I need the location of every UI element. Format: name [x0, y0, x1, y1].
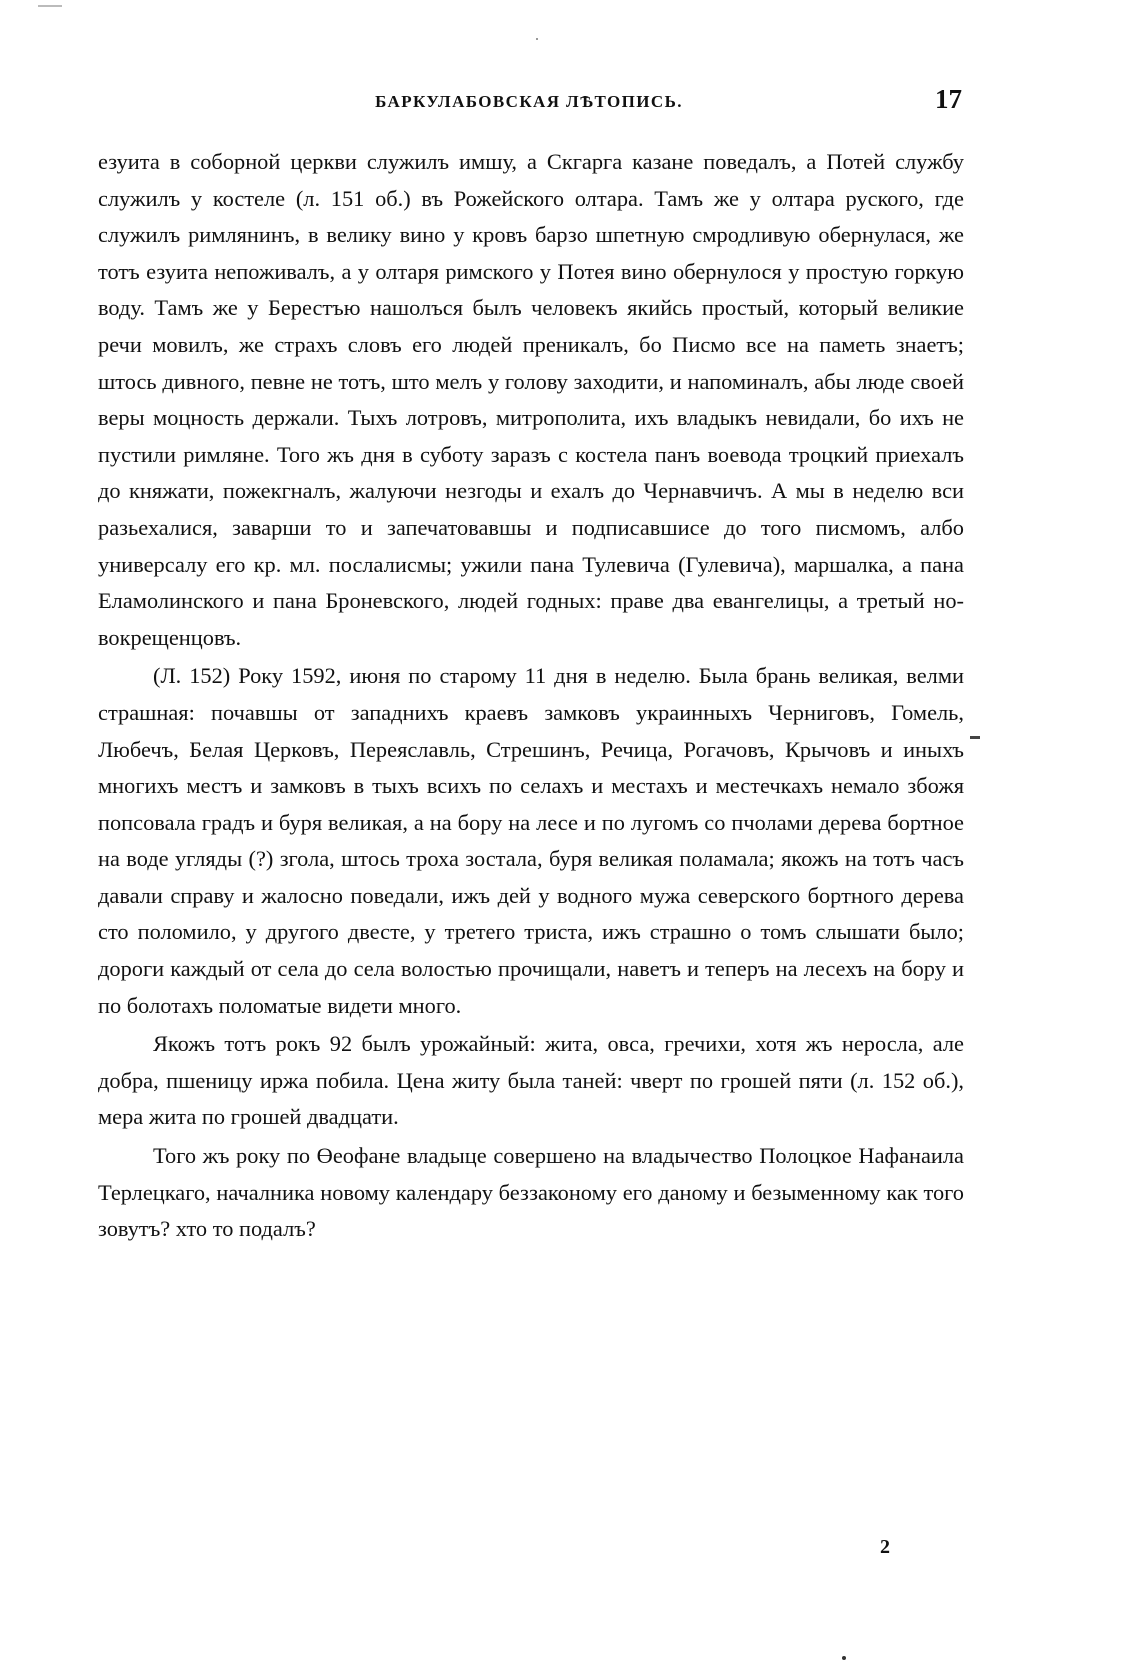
- running-title: БАРКУЛАБОВСКАЯ ЛѢТОПИСЬ.: [375, 92, 683, 111]
- paragraph: (Л. 152) Року 1592, июня по старому 11 дня в неделю. Была брань великая, велми страшная: почавшы от западнихъ краевъ замковъ украинныхъ Черниговъ, Гомель, Любечъ, Белая Церковъ, Переяславль, Стрешинъ, Речица, Рогачовъ, Крычовъ и иныхъ многихъ местъ и замковъ в тыхъ всихъ по селахъ и местахъ и местечкахъ немало збожя попсовала градъ и буря великая, а на бору на лесе и по лугомъ со пчолами дерева бортное на воде угляды (?) згола, штось троха зостала, буря великая поламала; якожъ на тотъ часъ давали справу и жалосно поведали, ижъ дей у водного мужа северского бортного дерева сто поломило, у другого двесте, у третего триста, ижъ страшно о томъ слышати было; дороги каждый от села до села волостью прочищали, наветъ и теперъ на лесехъ на бору и по болотахъ поломатые видети много.: [98, 663, 964, 1018]
- scan-artifact: [970, 736, 980, 739]
- paragraph: Того жъ року по Өеофане владыце совершено на владычество Полоцкое Нафанаила Терлецкаго, началника новому календару беззаконому его даному и безыменному как того зовутъ? хто то подалъ?: [98, 1143, 964, 1242]
- scan-artifact: [38, 5, 62, 7]
- paragraph: Якожъ тотъ рокъ 92 былъ урожайный: жита, овса, гречихи, хотя жъ неросла, але добра, пшеницу иржа побила. Цена житу была таней: чверт по грошей пяти (л. 152 об.), мера жита по грошей двадцати.: [98, 1031, 964, 1130]
- page-number: 17: [935, 84, 962, 114]
- scan-artifact: [842, 1656, 846, 1660]
- page-header: [96, 84, 962, 124]
- scan-artifact: [536, 38, 538, 40]
- signature-mark: 2: [880, 1536, 890, 1558]
- paragraph: езуита в соборной церкви служилъ имшу, а Скгарга казане поведалъ, а Потей службу служилъ у костеле (л. 151 об.) въ Рожейского олтара. Тамъ же у олтара руского, где служилъ римлянинъ, в велику вино у кровъ барзо шпетную смродливую обернулася, же тотъ езуита непоживалъ, а у олтаря римского у Потея вино обернулося у простую горкую воду. Тамъ же у Берестъю нашолъся былъ человекъ якийсь простый, который великие речи мовилъ, же страхъ словъ его людей преникалъ, бо Писмо все на паметь знаетъ; штось дивного, певне не тотъ, што мелъ у голову заходити, и напоминалъ, абы люде своей веры моцность держали. Тыхъ лотровъ, митрополита, ихъ владыкъ невидали, бо ихъ не пустили римляне. Того жъ дня в суботу заразъ с костела панъ воевода троцкий приехалъ до княжати, пожекгналъ, жалуючи незгоды и ехалъ до Чернавчичъ. А мы в неделю вси разьехалися, заварши то и запечатовавшы и подписавшисе до того писмомъ, албо универсалу его кр. мл. послалисмы; ужили пана Тулевича (Гулевича), маршалка, а пана Еламолинского и пана Броневского, людей годных: праве два евангелицы, а третый новокрещенцовъ.: [98, 149, 964, 650]
- body-text: [98, 144, 964, 1248]
